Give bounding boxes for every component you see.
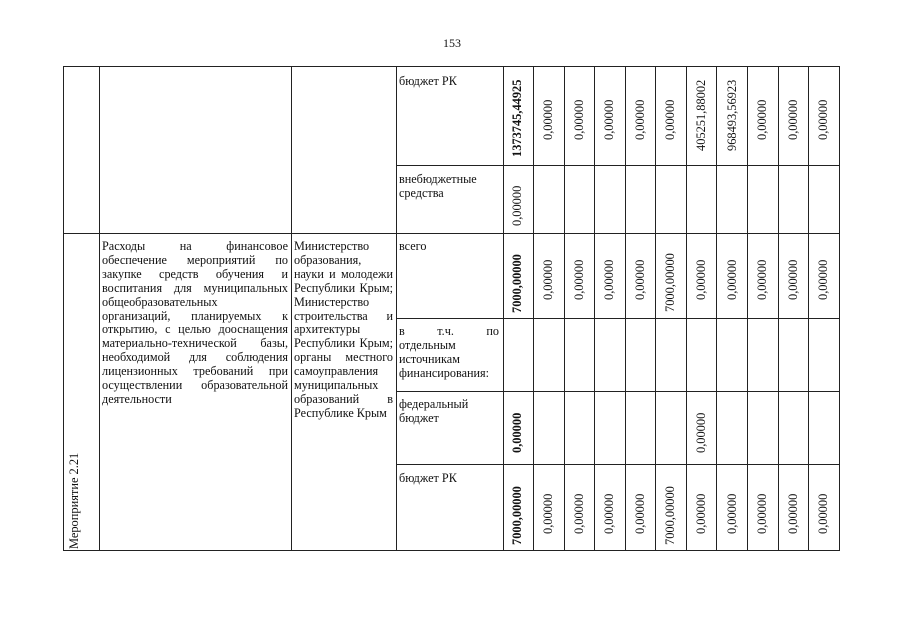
value-cell: 968493,56923 — [725, 79, 739, 151]
row-label-sources: в т.ч. по отдельным источникам финансирования: — [399, 324, 499, 380]
value-cell: 7000,00000 — [510, 254, 524, 313]
value-cell: 405251,88002 — [694, 79, 708, 151]
measure-description: Расходы на финансовое обеспечение мероприятий по закупке средств обучения и воспитания для муниципальных общеобразовательных организаций, планируемых к открытию, с целью дооснащения материально-технической базы, необходимой для соблюдения лицензионных требований при осуществлении образовательной деятельности — [102, 239, 288, 406]
value-cell: 0,00000 — [786, 493, 800, 534]
value-cell: 0,00000 — [541, 493, 555, 534]
value-cell: 0,00000 — [694, 493, 708, 534]
value-cell: 0,00000 — [755, 493, 769, 534]
value-cell: 0,00000 — [510, 185, 524, 226]
measure-executors: Министерство образования, науки и молодежи Республики Крым; Министерство строительства и архитектуры Республики Крым; органы местного самоуправления муниципальных образований в Республике Крым — [294, 239, 393, 420]
value-cell: 0,00000 — [633, 99, 647, 140]
value-cell: 0,00000 — [541, 259, 555, 300]
row-label-federal: федеральный бюджет — [399, 397, 469, 425]
row-label-total: всего — [399, 239, 427, 253]
value-cell: 0,00000 — [694, 412, 708, 453]
row-label-extrabudget: внебюджетные средства — [399, 172, 477, 200]
value-cell: 0,00000 — [816, 493, 830, 534]
value-cell: 7000,00000 — [663, 486, 677, 545]
measure-name: Мероприятие 2.21 — [67, 452, 81, 549]
value-cell: 0,00000 — [602, 99, 616, 140]
value-cell: 7000,00000 — [663, 253, 677, 312]
value-cell: 0,00000 — [725, 493, 739, 534]
value-cell: 0,00000 — [755, 259, 769, 300]
value-cell: 0,00000 — [816, 99, 830, 140]
value-cell: 0,00000 — [816, 259, 830, 300]
value-cell: 0,00000 — [602, 493, 616, 534]
value-cell: 0,00000 — [755, 99, 769, 140]
value-cell: 1373745,44925 — [510, 79, 524, 157]
value-cell: 0,00000 — [541, 99, 555, 140]
row-label-budget-rk: бюджет РК — [399, 74, 457, 88]
value-cell: 7000,00000 — [510, 486, 524, 545]
value-cell: 0,00000 — [633, 259, 647, 300]
value-cell: 0,00000 — [786, 99, 800, 140]
value-cell: 0,00000 — [786, 259, 800, 300]
value-cell: 0,00000 — [663, 99, 677, 140]
value-cell: 0,00000 — [572, 99, 586, 140]
value-cell: 0,00000 — [633, 493, 647, 534]
value-cell: 0,00000 — [572, 259, 586, 300]
row-label-budget-rk-2: бюджет РК — [399, 471, 457, 485]
value-cell: 0,00000 — [572, 493, 586, 534]
page-number: 153 — [443, 36, 461, 50]
value-cell: 0,00000 — [725, 259, 739, 300]
value-cell: 0,00000 — [694, 259, 708, 300]
value-cell: 0,00000 — [510, 412, 524, 453]
value-cell: 0,00000 — [602, 259, 616, 300]
